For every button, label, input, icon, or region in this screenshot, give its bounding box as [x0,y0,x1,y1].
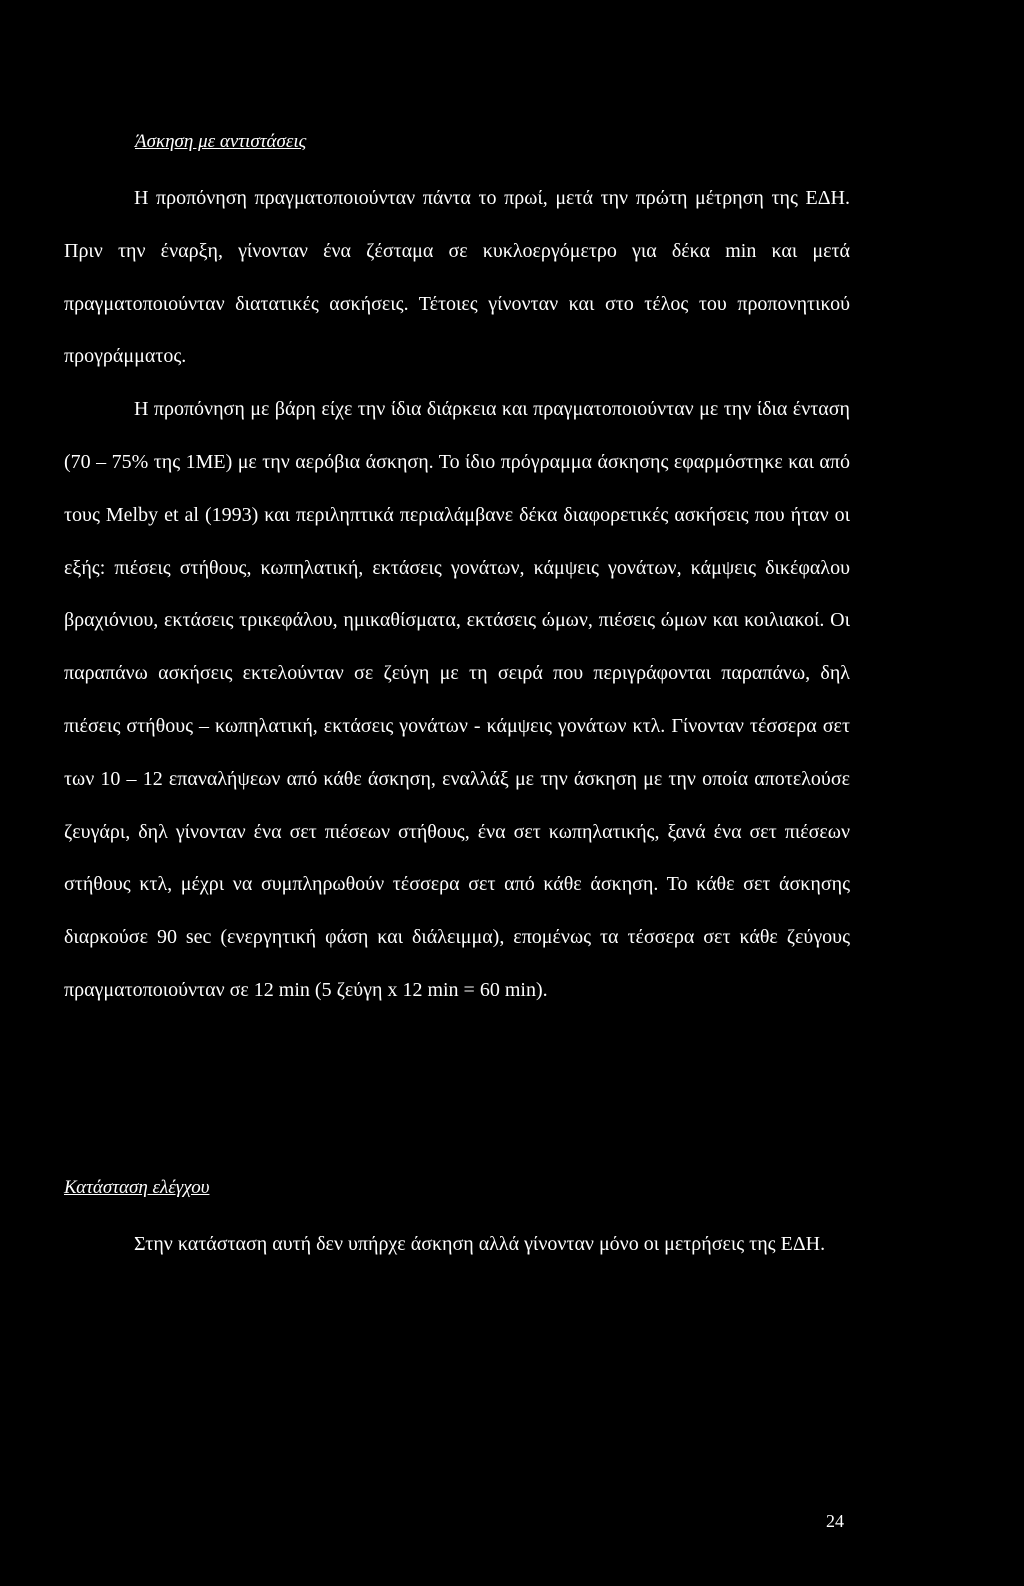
page-number: 24 [826,1511,844,1531]
section-body-resistance-exercise [64,172,850,1017]
section-body-control-condition [64,1218,850,1271]
paragraph-warmup: Η προπόνηση πραγματοποιούνταν πάντα το πρωί, μετά την πρώτη μέτρηση της ΕΔΗ. Πριν την έναρξη, γίνονταν ένα ζέσταμα σε κυκλοεργόμετρο για δέκα min και μετά πραγματοποιούνταν διατατικές ασκήσεις. Τέτοιες γίνονταν και στο τέλος του προπονητικού προγράμματος. [64,187,850,368]
paragraph-weight-training: Η προπόνηση με βάρη είχε την ίδια διάρκεια και πραγματοποιούνταν με την ίδια ένταση (70 – 75% της 1ΜΕ) με την αερόβια άσκηση. Το ίδιο πρόγραμμα άσκησης εφαρμόστηκε και από τους Melby et al (1993) και περιληπτικά περιαλάμβανε δέκα διαφορετικές ασκήσεις που ήταν οι εξής: πιέσεις στήθους, κωπηλατική, εκτάσεις γονάτων, κάμψεις γονάτων, κάμψεις δικέφαλου βραχιόνιου, εκτάσεις τρικεφάλου, ημικαθίσματα, εκτάσεις ώμων, πιέσεις ώμων και κοιλιακοί. Οι παραπάνω ασκήσεις εκτελούνταν σε ζεύγη με τη σειρά που περιγράφονται παραπάνω, δηλ πιέσεις στήθους – κωπηλατική, εκτάσεις γονάτων - κάμψεις γονάτων κτλ. Γίνονταν τέσσερα σετ των 10 – 12 επαναλήψεων από κάθε άσκηση, εναλλάξ με την άσκηση με την οποία αποτελούσε ζευγάρι, δηλ γίνονταν ένα σετ πιέσεων στήθους, ένα σετ κωπηλατικής, ξανά ένα σετ πιέσεων στήθους κτλ, μέχρι να συμπληρωθούν τέσσερα σετ από κάθε άσκηση. Το κάθε σετ άσκησης διαρκούσε 90 sec (ενεργητική φάση και διάλειμμα), επομένως τα τέσσερα σετ κάθε ζεύγους πραγματοποιούνταν σε 12 min (5 ζεύγη x 12 min = 60 min). [64,398,850,1001]
section-heading-resistance-exercise: Άσκηση με αντιστάσεις [135,131,307,152]
paragraph-control: Στην κατάσταση αυτή δεν υπήρχε άσκηση αλλά γίνονταν μόνο οι μετρήσεις της ΕΔΗ. [134,1233,826,1255]
section-heading-control-condition: Κατάσταση ελέγχου [64,1177,210,1198]
